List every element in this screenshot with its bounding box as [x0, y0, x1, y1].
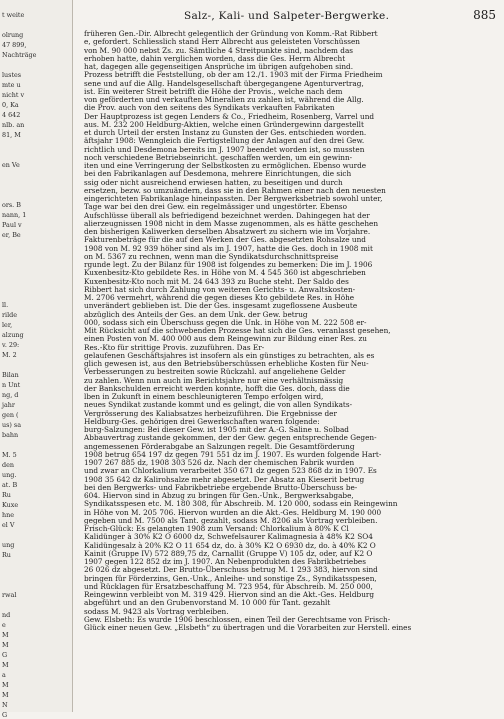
margin-fragment: ung [2, 541, 15, 549]
text-line: Der Hauptprozess ist gegen Lenders & Co., Friedheim, Rosenberg, Varrel und [84, 111, 375, 121]
margin-fragment: ung. [2, 471, 17, 479]
margin-fragment: ll. [2, 301, 9, 309]
text-line: 604. Hiervon sind in Abzug zu bringen für Gen.-Unk., Bergwerksabgabe, [84, 491, 354, 500]
text-line: früheren Gen.-Dir. Albrecht gelegentlich der Gründung von Komm.-Rat Ribbert [84, 29, 378, 38]
text-line: ist. Ein weiterer Streit betrifft die Höhe der Provis., welche nach dem [84, 86, 343, 96]
text-line: e, gefordert. Schliesslich stand Herr Albrecht aus geleisteten Vorschüssen [84, 37, 360, 47]
text-line: Res.-Kto für strittige Provis. zuzuführen. Das Er- [84, 342, 265, 352]
text-line: Heldburg-Ges. gehörigen drei Gewerkschaften waren folgende: [84, 416, 320, 426]
margin-fragment: ler, [2, 321, 13, 329]
text-line: Glück einer neuen Gew. „Elsbeth“ zu übertragen und die Vorarbeiten zur Herstell. eines [84, 623, 412, 632]
margin-fragment: 4 642 [2, 111, 21, 119]
text-line: und zwar an Chlorkalium verarbeitet 350 671 dz gegen 523 868 dz in 1907. Es [84, 466, 377, 476]
text-line: Ribbert hat sich durch Zahlung von weiteren Gerichts- u. Anwaltskosten- [84, 284, 356, 294]
margin-fragment: gen ( [2, 411, 19, 419]
text-line: einen Posten von M. 400 000 aus dem Reingewinn zur Bildung einer Res. zu [84, 334, 367, 344]
text-line: 26 026 dz abgesetzt. Der Brutto-Überschuss betrug M. 1 293 383, hiervon sind [84, 565, 378, 575]
margin-fragment: v. 29: [2, 341, 20, 349]
text-line: aus. M. 232 200 Heldburg-Aktien, welche einen Gründergewinn dargestellt [84, 119, 364, 129]
text-line: bringen für Förderzins, Gen.-Unk., Anleihe- und sonstige Zs., Syndikatsspesen, [84, 573, 377, 583]
margin-fragment: M. 2 [2, 351, 17, 359]
margin-fragment: N [2, 701, 8, 709]
margin-fragment: nann, 1 [2, 211, 27, 219]
margin-fragment: nlb. an [2, 121, 25, 129]
text-line: iten und eine Verringerung der Selbstkosten zu ermöglichen. Ebenso wurde [84, 161, 367, 170]
margin-fragment: t weite [2, 11, 25, 19]
margin-fragment: 47 899, [2, 41, 27, 49]
text-line: 1908 betrug 654 197 dz gegen 791 551 dz im J. 1907. Es wurden folgende Hart- [84, 449, 382, 459]
margin-fragment: Ru [2, 551, 11, 559]
text-line: bei den Bergwerks- und Fabrikbetriebe ergebende Brutto-Überschuss be- [84, 482, 358, 492]
margin-fragment: M [2, 631, 9, 639]
margin-fragment: el V [2, 521, 15, 529]
text-line: sodass M. 9423 als Vortrag verbleiben. [84, 606, 229, 616]
text-line: Frisch-Glück: Es gelangten 1908 zum Versand: Chlorkalium à 80% K Cl [84, 524, 349, 533]
text-line: richtlich und Desdemona bereits im J. 1907 beendet worden ist, so mussten [84, 144, 365, 154]
margin-fragment: bahn [2, 431, 19, 439]
margin-fragment: e [2, 621, 6, 629]
text-line: bei den Fabrikanlagen auf Desdemona, mehrere Einrichtungen, die sich [84, 169, 352, 179]
text-line: Verbesserungen zu bestreiten sowie Rückzahl. auf angeliehene Gelder [84, 367, 346, 377]
text-line: 1908 35 642 dz Kalirohsalze mehr abgesetzt. Der Absatz an Kieserit betrug [84, 474, 365, 484]
margin-fragment: G [2, 711, 8, 719]
margin-fragment: Kuxe [2, 501, 19, 509]
margin-fragment: n Unt [2, 381, 21, 389]
margin-fragment: olrung [2, 31, 24, 39]
margin-fragment: nd [2, 611, 11, 619]
margin-fragment: us) sa [2, 421, 22, 429]
text-line: unverändert geblieben ist. Die der Ges. insgesamt zugeflossene Ausbeute [84, 301, 358, 311]
text-line: glich gewesen ist, aus den Betriebsüberschüssen erhebliche Kosten für Neu- [84, 359, 369, 368]
text-line: on M. 5367 zu rechnen, wenn man die Syndikatsdurchschnittspreise [84, 251, 339, 261]
text-line: Kuxenbesitz-Kto noch mit M. 24 643 393 zu Buche steht. Der Saldo des [84, 276, 349, 286]
text-line: angemessenen Förderabgabe an Salzungen regelt. Die Gesamtförderung [84, 441, 355, 451]
text-line: Mit Rücksicht auf die schwebenden Prozesse hat sich die Ges. veranlasst gesehen, [84, 326, 391, 335]
text-line: und Rücklagen für Ersatzbeschaffung M. 723 954, für Abschreib. M. 250 000, [84, 581, 373, 591]
margin-fragment: Bilan [2, 371, 19, 379]
margin-fragment: 81, M [2, 131, 21, 139]
text-line: gelaufenen Geschäftsjahres ist insofern als ein günstiges zu betrachten, als es [84, 350, 375, 360]
text-line: von M. 90 000 nebst Zs. zu. Sämtliche 4 Streitpunkte sind, nachdem das [84, 45, 354, 55]
margin-fragment: den [2, 461, 14, 469]
margin-fragment: M [2, 641, 9, 649]
text-line: Syndikatsspesen etc. M. 180 308, für Abschreib. M. 120 000, sodass ein Reingewinn [84, 499, 398, 509]
text-line: Reingewinn verbleibt von M. 319 429. Hiervon sind an die Akt.-Ges. Heldburg [84, 590, 375, 599]
text-line: in Höhe von M. 205 706. Hiervon wurden an die Akt.-Ges. Heldburg M. 190 000 [84, 507, 382, 517]
margin-fragment: mte u [2, 81, 21, 89]
text-line: Gew. Elsbeth: Es wurde 1906 beschlossen, einen Teil der Gerechtsame von Frisch- [84, 614, 391, 624]
text-line: alierzeugnissen 1908 nicht in dem Masse zugenommen, als es hätte geschehen [84, 218, 379, 228]
text-line: 1907 267 885 dz, 1908 303 526 dz. Nach der chemischen Fabrik wurden [84, 458, 355, 467]
running-header [84, 10, 496, 24]
running-header-title: Salz-, Kali- und Salpeter-Bergwerke. [184, 10, 390, 22]
text-line: äftsjahr 1908: Wenngleich die Fertigstellung der Anlagen auf den drei Gew. [84, 136, 365, 146]
margin-fragment: hne [2, 511, 15, 519]
margin-fragment: M [2, 661, 9, 669]
margin-fragment: a [2, 671, 6, 679]
text-line: eingerichteten Fabrikanlage hineinpassten. Der Bergwerksbetrieb sowohl unter, [84, 194, 383, 203]
margin-fragment: M. 5 [2, 451, 17, 459]
margin-fragment: rwal [2, 591, 17, 599]
text-line: M. 2706 vermehrt, während die gegen dieses Kto gebildete Res. in Höhe [84, 293, 355, 302]
text-line: abgeführt und an den Grubenvorstand M. 10 000 für Tant. gezahlt [84, 598, 331, 608]
text-line: rgunde legt. Zu der Bilanz für 1908 ist folgendes zu bemerken: Die im J. 1906 [84, 260, 373, 269]
text-line: erhoben hatte, dahin verglichen worden, dass die Ges. Herrn Albrecht [84, 53, 346, 63]
margin-fragment: jahr [2, 401, 15, 409]
margin-fragment: Ru [2, 491, 11, 499]
page-number: 885 [473, 8, 496, 22]
text-line: 1907 gegen 122 852 dz im J. 1907. An Nebenprodukten des Fabrikbetriebes [84, 557, 366, 566]
text-line: Kuxenbesitz-Kto gebildete Res. in Höhe von M. 4 545 360 ist abgeschrieben [84, 268, 366, 278]
margin-fragment: nicht v [2, 91, 25, 99]
text-line: Vergrösserung des Kaliabsatzes herbeizuführen. Die Ergebnisse der [84, 408, 337, 418]
margin-fragment: ors. B [2, 201, 21, 209]
text-line: Fakturenbeträge für die auf den Werken der Ges. abgesetzten Rohsalze und [84, 235, 366, 245]
margin-fragment: M [2, 691, 9, 699]
margin-fragment: lustes [2, 71, 22, 79]
margin-fragment: 0, Ka [2, 101, 19, 109]
text-line: ersetzen, bezw. so umzuändern, dass sie in den Rahmen einer nach den neuesten [84, 185, 386, 195]
margin-fragment: er, Be [2, 231, 21, 239]
text-line: hat, dagegen alle gegenseitigen Ansprüche im übrigen aufgehoben sind. [84, 62, 354, 71]
margin-fragment: G [2, 651, 8, 659]
text-line: 1908 von M. 92 939 höher sind als im J. 1907, hatte die Ges. doch in 1908 mit [84, 243, 373, 253]
body-text [84, 30, 498, 706]
text-line: abzüglich des Anteils der Ges. an dem Unk. der Gew. betrug [84, 309, 308, 319]
margin-fragment: en Ve [2, 161, 20, 169]
margin-fragment: ng, d [2, 391, 19, 399]
text-line: den bisherigen Kaliwerken derselben Absatzwert zu sichern wie im Vorjahre. [84, 227, 371, 236]
text-line: Kalidüngesalz à 20% K2 O 11 654 dz, do. à 30% K2 O 6930 dz, do. à 40% K2 O [84, 540, 376, 550]
margin-fragment: Nachträge [2, 51, 37, 59]
text-line: sene und auf die Allg. Handelsgesellschaft übergegangene Agenturvertrag, [84, 78, 364, 88]
margin-fragment: Paul v [2, 221, 22, 229]
page-gutter-rule [72, 0, 73, 712]
text-line: zu zahlen. Wenn nun auch im Berichtsjahre nur eine verhältnismässig [84, 375, 344, 385]
text-line: Prozess betrifft die Feststellung, ob der am 12./1. 1903 mit der Firma Friedheim [84, 70, 383, 80]
text-line: burg-Salzungen: Bei dieser Gew. ist 1905 mit der A.-G. Saline u. Solbad [84, 425, 349, 434]
text-line: Kainit (Gruppe IV) 572 889,75 dz, Carnallit (Gruppe V) 105 dz, oder, auf K2 O [84, 548, 373, 558]
text-line: lben in Zukunft in einem beschleunigteren Tempo erfolgen wird, [84, 392, 324, 401]
text-line: von geförderten und verkauften Mineralien zu zahlen ist, während die Allg. [84, 95, 364, 104]
text-line: Kalidünger à 30% K2 O 6000 dz, Schwefelsaurer Kalimagnesia à 48% K2 SO4 [84, 532, 373, 542]
margin-fragment: rilde [2, 311, 18, 319]
text-line: noch verschiedene Betriebseinricht. geschaffen werden, um ein gewinn- [84, 152, 353, 162]
text-line: gegeben und M. 7500 als Tant. gezahlt, sodass M. 8206 als Vortrag verbleiben. [84, 515, 378, 525]
margin-fragment: alzung [2, 331, 24, 339]
text-line: neues Syndikat zustande kommt und es gelingt, die von allen Syndikats- [84, 400, 353, 410]
text-line: ssig oder nicht ausreichend erwiesen hatten, zu beseitigen und durch [84, 177, 343, 187]
text-line: Aufschlüsse überall als befriedigend bezeichnet werden. Dahingegen hat der [84, 210, 370, 220]
margin-fragment: M [2, 681, 9, 689]
text-line: die Prov. auch von den seitens des Syndikats verkauften Fabrikaten [84, 103, 335, 113]
text-line: Abbauvertrag zustande gekommen, der der Gew. gegen entsprechende Gegen- [84, 433, 377, 443]
adjacent-page-margin [0, 0, 73, 719]
text-line: 000, sodass sich ein Überschuss gegen die Unk. in Höhe von M. 222 508 er- [84, 317, 367, 327]
text-line: der Bankschulden erreicht werden konnte, hofft die Ges. doch, dass die [84, 383, 350, 393]
text-line: et durch Urteil der ersten Instanz zu Gunsten der Ges. entschieden worden. [84, 128, 367, 137]
text-line: Tage war bei den drei Gew. ein regelmässiger und ungestörter. Ebenso [84, 202, 348, 212]
margin-fragment: at. B [2, 481, 18, 489]
